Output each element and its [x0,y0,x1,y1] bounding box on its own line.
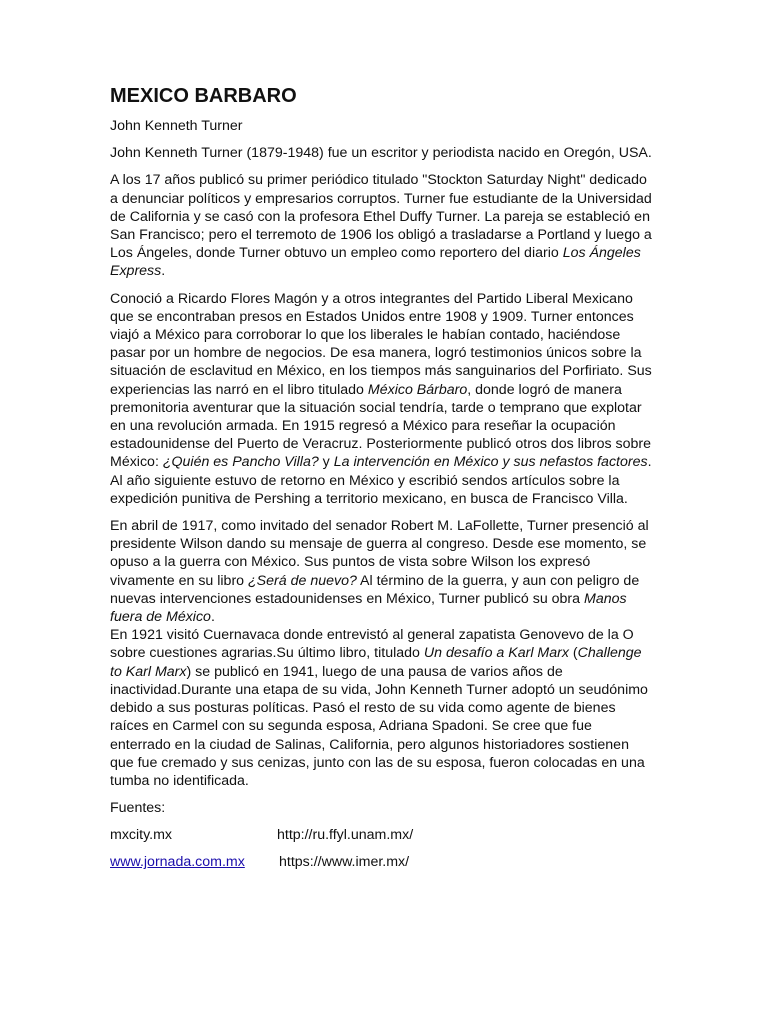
newspaper-title: Los Ángeles Express [110,245,641,280]
source-mxcity: mxcity.mx [110,827,172,844]
sources-label: Fuentes: [110,800,166,817]
paragraph-later-life [110,517,655,790]
text-run: ( [568,645,578,662]
text-run: ) se publicó en 1941, luego de una pausa de varios años de inactividad.Durante una etapa de su vida, John Kenneth Turner adoptó un seudónimo debido a sus posturas políticas. Pasó el resto de su vida como agente de bienes raíces en Carmel con su segunda esposa, Adriana Spadoni. Se cree que fue enterrado en la ciudad de Salinas, California, pero algunos historiadores sostienen que fue cremado y sus cenizas, junto con las de su esposa, fueron colocadas en una tumba no identificada. [110,663,648,789]
text-run: . [210,609,215,626]
book-title: Un desafío a Karl Marx [423,645,569,662]
book-title: ¿Será de nuevo? [248,572,357,589]
text-run: . [161,263,166,280]
sources-row-1 [110,826,655,844]
book-title: México Bárbaro [367,381,468,398]
text-run: Al término de la guerra, y aun con peligro de nuevas intervenciones estadounidenses en México, Turner publicó su obra [110,572,640,607]
paragraph-mexico [110,290,655,508]
text-run: . Al año siguiente estuvo de retorno en México y escribió sendos artículos sobre la expedición punitiva de Pershing a territorio mexicano, en busca de Francisco Villa. [110,454,652,507]
text-run: y [318,454,334,471]
book-title: Challenge to Karl Marx [110,645,642,680]
paragraph-intro: John Kenneth Turner (1879-1948) fue un escritor y periodista nacido en Oregón, USA. [110,145,652,162]
document-title: MEXICO BARBARO [110,85,297,107]
text-run: En 1921 visitó Cuernavaca donde entrevistó al general zapatista Genovevo de la O sobre cuestiones agrarias.Su último libro, titulado [110,627,634,662]
book-title: Manos fuera de México [110,590,627,626]
book-title: ¿Quién es Pancho Villa? [162,454,319,471]
document-body [110,84,655,880]
book-title: La intervención en México y sus nefastos factores [333,454,648,471]
paragraph-early-life [110,171,655,280]
source-imer: https://www.imer.mx/ [279,854,410,871]
source-unam: http://ru.ffyl.unam.mx/ [277,827,414,844]
author-line: John Kenneth Turner [110,118,243,134]
text-run: A los 17 años publicó su primer periódico titulado "Stockton Saturday Night" dedicado a denunciar políticos y empresarios corruptos. Turner fue estudiante de la Universidad de California y se casó con la profesora Ethel Duffy Turner. La pareja se estableció en San Francisco; pero el terremoto de 1906 los obligó a trasladarse a Portland y luego a Los Ángeles, donde Turner obtuvo un empleo como reportero del diario [110,172,652,262]
text-run: En abril de 1917, como invitado del senador Robert M. LaFollette, Turner presenció al presidente Wilson dando su mensaje de guerra al congreso. Desde ese momento, se opuso a la guerra con México. Sus puntos de vista sobre Wilson los expresó vivamente en su libro [110,518,649,589]
sources-row-2 [110,853,655,871]
text-run: , donde logró de manera premonitoria aventurar que la situación social tendría, tarde o temprano que explotar en una revolución armada. En 1915 regresó a México para reseñar la ocupación estadounidense del Puerto de Veracruz. Posteriormente publicó otros dos libros sobre México: [110,381,652,471]
text-run: Conoció a Ricardo Flores Magón y a otros integrantes del Partido Liberal Mexicano que se encontraban presos en Estados Unidos entre 1908 y 1909. Turner entonces viajó a México para corroborar lo que los liberales le habían contado, haciéndose pasar por un hombre de negocios. De esa manera, logró testimonios únicos sobre la situación de esclavitud en México, en los tiempos más sanguinarios del Porfiriato. Sus experiencias las narró en el libro titulado [110,290,652,398]
source-jornada-link[interactable]: www.jornada.com.mx [110,854,245,871]
